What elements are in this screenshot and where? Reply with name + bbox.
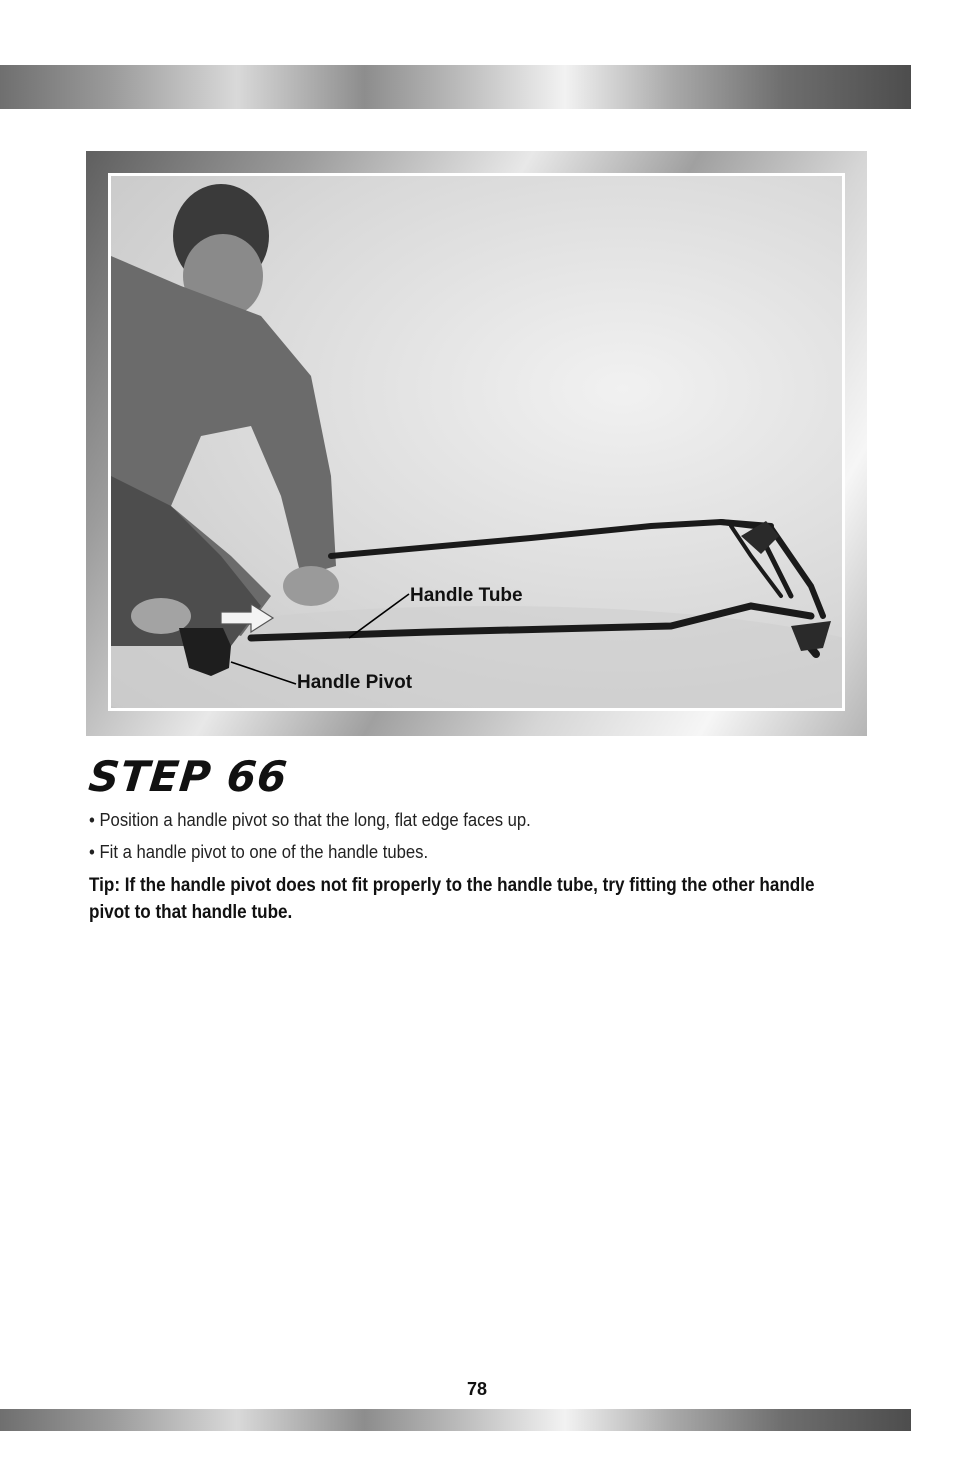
assembly-illustration	[111, 176, 842, 708]
step-title: STEP 66	[86, 752, 291, 801]
page-number: 78	[466, 1379, 488, 1399]
footer-decorative-bar	[0, 1409, 911, 1431]
assembly-photo	[108, 173, 845, 711]
instructions	[89, 808, 849, 926]
header-decorative-bar	[0, 65, 911, 109]
person-figure	[111, 184, 339, 646]
photo-frame	[86, 151, 867, 736]
handle-pivot-label: Handle Pivot	[297, 672, 413, 693]
tip-text: Tip: If the handle pivot does not fit properly to the handle tube, try fitting the other handle pivot to that handle tube.	[89, 875, 815, 923]
instruction-bullet: • Position a handle pivot so that the long, flat edge faces up.	[89, 809, 531, 830]
instruction-bullet: • Fit a handle pivot to one of the handle tubes.	[89, 841, 429, 862]
handle-tube-label: Handle Tube	[410, 585, 523, 606]
